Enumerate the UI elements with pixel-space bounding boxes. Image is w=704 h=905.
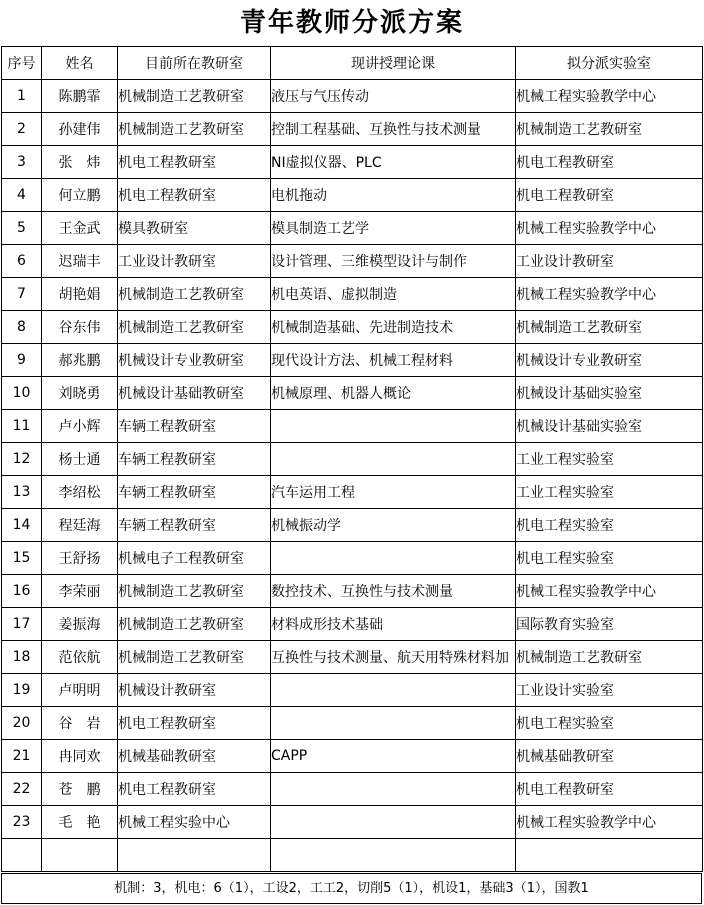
cell-course: 液压与气压传动 [271,80,516,113]
cell-course [271,674,516,707]
cell-course: 数控技术、互换性与技术测量 [271,575,516,608]
cell-assigned-lab: 机电工程教研室 [516,146,703,179]
table-row [2,608,703,641]
cell-assigned-lab: 机械制造工艺教研室 [516,113,703,146]
table-row [2,806,703,839]
cell-course: 材料成形技术基础 [271,608,516,641]
cell-name: 刘晓勇 [42,377,118,410]
blank-cell [2,839,42,872]
cell-no: 13 [2,476,42,509]
cell-name: 王舒扬 [42,542,118,575]
cell-no: 5 [2,212,42,245]
cell-assigned-lab: 机电工程实验室 [516,509,703,542]
table-row [2,443,703,476]
cell-assigned-lab: 机械工程实验教学中心 [516,212,703,245]
table-row [2,674,703,707]
cell-current-office: 机械设计教研室 [118,674,271,707]
cell-current-office: 机械制造工艺教研室 [118,641,271,674]
blank-row [2,839,703,872]
cell-name: 陈鹏霏 [42,80,118,113]
cell-course: 现代设计方法、机械工程材料 [271,344,516,377]
cell-course: 机械原理、机器人概论 [271,377,516,410]
cell-current-office: 模具教研室 [118,212,271,245]
cell-name: 王金武 [42,212,118,245]
table-row [2,212,703,245]
cell-course: 电机拖动 [271,179,516,212]
table-row [2,773,703,806]
cell-name: 何立鹏 [42,179,118,212]
cell-no: 23 [2,806,42,839]
cell-course [271,443,516,476]
cell-name: 李荣丽 [42,575,118,608]
cell-no: 16 [2,575,42,608]
blank-cell [118,839,271,872]
cell-assigned-lab: 工业工程实验室 [516,443,703,476]
cell-no: 17 [2,608,42,641]
table-row [2,146,703,179]
cell-current-office: 机械制造工艺教研室 [118,80,271,113]
cell-name: 谷东伟 [42,311,118,344]
cell-name: 姜振海 [42,608,118,641]
cell-name: 李绍松 [42,476,118,509]
cell-assigned-lab: 机械设计专业教研室 [516,344,703,377]
cell-current-office: 机械制造工艺教研室 [118,311,271,344]
table-row [2,80,703,113]
cell-assigned-lab: 机械制造工艺教研室 [516,641,703,674]
table-row [2,344,703,377]
cell-assigned-lab: 机电工程实验室 [516,542,703,575]
cell-no: 7 [2,278,42,311]
cell-no: 3 [2,146,42,179]
cell-current-office: 机械设计专业教研室 [118,344,271,377]
cell-name: 程廷海 [42,509,118,542]
cell-no: 8 [2,311,42,344]
cell-no: 19 [2,674,42,707]
cell-name: 郝兆鹏 [42,344,118,377]
table-row [2,113,703,146]
header-row [2,47,703,80]
cell-name: 杨士通 [42,443,118,476]
cell-current-office: 机械制造工艺教研室 [118,113,271,146]
cell-assigned-lab: 机械工程实验教学中心 [516,806,703,839]
cell-current-office: 机械电子工程教研室 [118,542,271,575]
cell-course: CAPP [271,740,516,773]
header-no: 序号 [2,47,42,80]
cell-name: 毛 艳 [42,806,118,839]
cell-name: 苍 鹏 [42,773,118,806]
cell-course: 机械振动学 [271,509,516,542]
cell-course: 模具制造工艺学 [271,212,516,245]
cell-name: 孙建伟 [42,113,118,146]
cell-name: 卢明明 [42,674,118,707]
cell-current-office: 车辆工程教研室 [118,509,271,542]
cell-no: 11 [2,410,42,443]
cell-course [271,410,516,443]
cell-current-office: 机械制造工艺教研室 [118,278,271,311]
cell-name: 卢小辉 [42,410,118,443]
cell-course: NI虚拟仪器、PLC [271,146,516,179]
cell-assigned-lab: 机械工程实验教学中心 [516,278,703,311]
cell-no: 22 [2,773,42,806]
cell-current-office: 机械设计基础教研室 [118,377,271,410]
cell-current-office: 工业设计教研室 [118,245,271,278]
blank-cell [516,839,703,872]
cell-no: 4 [2,179,42,212]
cell-assigned-lab: 国际教育实验室 [516,608,703,641]
cell-current-office: 车辆工程教研室 [118,476,271,509]
cell-current-office: 机械制造工艺教研室 [118,608,271,641]
cell-assigned-lab: 机械设计基础实验室 [516,377,703,410]
cell-name: 冉同欢 [42,740,118,773]
cell-no: 21 [2,740,42,773]
table-row [2,278,703,311]
cell-assigned-lab: 机械设计基础实验室 [516,410,703,443]
cell-current-office: 机电工程教研室 [118,179,271,212]
header-course: 现讲授理论课 [271,47,516,80]
cell-name: 胡艳娟 [42,278,118,311]
cell-assigned-lab: 机电工程教研室 [516,773,703,806]
cell-course: 设计管理、三维模型设计与制作 [271,245,516,278]
cell-assigned-lab: 机械工程实验教学中心 [516,80,703,113]
summary-footer: 机制：3，机电：6（1），工设2，工工2，切削5（1），机设1，基础3（1），国教1 [1,873,702,904]
cell-course [271,542,516,575]
cell-no: 20 [2,707,42,740]
table-row [2,740,703,773]
cell-current-office: 机械工程实验中心 [118,806,271,839]
cell-name: 迟瑞丰 [42,245,118,278]
cell-assigned-lab: 工业工程实验室 [516,476,703,509]
cell-assigned-lab: 机械工程实验教学中心 [516,575,703,608]
page-title: 青年教师分派方案 [239,8,464,38]
cell-current-office: 机电工程教研室 [118,707,271,740]
cell-no: 14 [2,509,42,542]
cell-no: 18 [2,641,42,674]
header-assigned-lab: 拟分派实验室 [516,47,703,80]
table-row [2,311,703,344]
cell-course: 机械制造基础、先进制造技术 [271,311,516,344]
cell-assigned-lab: 机电工程实验室 [516,707,703,740]
cell-course [271,806,516,839]
cell-course: 互换性与技术测量、航天用特殊材料加 [271,641,516,674]
cell-name: 张 炜 [42,146,118,179]
cell-name: 范依航 [42,641,118,674]
table-row [2,707,703,740]
cell-no: 1 [2,80,42,113]
cell-current-office: 机械基础教研室 [118,740,271,773]
table-row [2,245,703,278]
cell-assigned-lab: 工业设计实验室 [516,674,703,707]
cell-no: 6 [2,245,42,278]
cell-current-office: 机电工程教研室 [118,773,271,806]
cell-no: 2 [2,113,42,146]
table-row [2,575,703,608]
cell-no: 12 [2,443,42,476]
table-row [2,509,703,542]
cell-no: 15 [2,542,42,575]
table-row [2,641,703,674]
header-current-office: 目前所在教研室 [118,47,271,80]
cell-course: 汽车运用工程 [271,476,516,509]
assignment-table [1,46,703,872]
cell-current-office: 机电工程教研室 [118,146,271,179]
cell-course: 机电英语、虚拟制造 [271,278,516,311]
cell-assigned-lab: 机械基础教研室 [516,740,703,773]
header-name: 姓名 [42,47,118,80]
cell-no: 10 [2,377,42,410]
table-row [2,542,703,575]
cell-assigned-lab: 机械制造工艺教研室 [516,311,703,344]
cell-course [271,773,516,806]
cell-course [271,707,516,740]
cell-assigned-lab: 工业设计教研室 [516,245,703,278]
cell-name: 谷 岩 [42,707,118,740]
cell-no: 9 [2,344,42,377]
cell-current-office: 车辆工程教研室 [118,410,271,443]
table-row [2,377,703,410]
cell-course: 控制工程基础、互换性与技术测量 [271,113,516,146]
table-row [2,410,703,443]
table-row [2,476,703,509]
cell-assigned-lab: 机电工程教研室 [516,179,703,212]
table-row [2,179,703,212]
blank-cell [42,839,118,872]
cell-current-office: 机械制造工艺教研室 [118,575,271,608]
cell-current-office: 车辆工程教研室 [118,443,271,476]
blank-cell [271,839,516,872]
